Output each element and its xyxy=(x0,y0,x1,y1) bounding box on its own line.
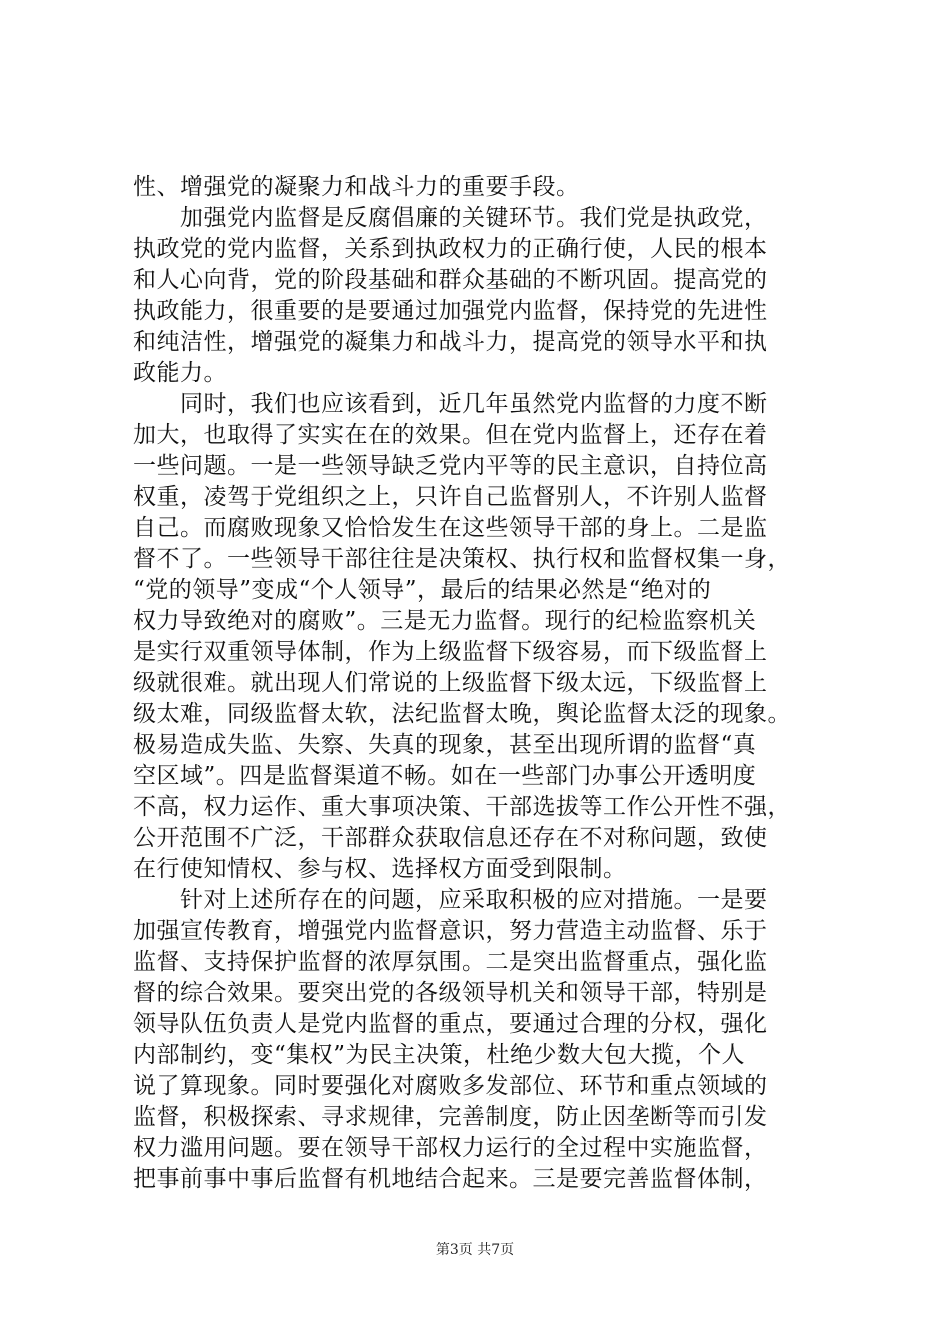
text-line: 执政党的党内监督，关系到执政权力的正确行使，人民的根本 xyxy=(133,236,768,262)
text-line: 监督，积极探索、寻求规律，完善制度，防止因垄断等而引发 xyxy=(133,1104,768,1130)
page-footer xyxy=(0,1240,950,1260)
text-line: 性、增强党的凝聚力和战斗力的重要手段。 xyxy=(133,174,580,200)
text-line: 同时，我们也应该看到，近几年虽然党内监督的力度不断 xyxy=(180,391,768,417)
text-line: 执政能力，很重要的是要通过加强党内监督，保持党的先进性 xyxy=(133,298,768,324)
text-line: 不高，权力运作、重大事项决策、干部选拔等工作公开性不强， xyxy=(133,794,791,820)
text-line: 公开范围不广泛，干部群众获取信息还存在不对称问题，致使 xyxy=(133,825,768,851)
text-line: 和纯洁性，增强党的凝集力和战斗力，提高党的领导水平和执 xyxy=(133,329,768,355)
text-line: 级太难，同级监督太软，法纪监督太晚，舆论监督太泛的现象。 xyxy=(133,701,791,727)
text-line: 针对上述所存在的问题，应采取积极的应对措施。一是要 xyxy=(180,887,768,913)
text-line: 说了算现象。同时要强化对腐败多发部位、环节和重点领域的 xyxy=(133,1073,768,1099)
text-line: 级就很难。就出现人们常说的上级监督下级太远，下级监督上 xyxy=(133,670,768,696)
text-line: 加强党内监督是反腐倡廉的关键环节。我们党是执政党， xyxy=(180,205,768,231)
text-line: 督不了。一些领导干部往往是决策权、执行权和监督权集一身， xyxy=(133,546,791,572)
text-line: 一些问题。一是一些领导缺乏党内平等的民主意识，自持位高 xyxy=(133,453,768,479)
text-line: 权力滥用问题。要在领导干部权力运行的全过程中实施监督， xyxy=(133,1135,768,1161)
text-line: 空区域”。四是监督渠道不畅。如在一些部门办事公开透明度 xyxy=(133,763,757,789)
text-line: 和人心向背，党的阶段基础和群众基础的不断巩固。提高党的 xyxy=(133,267,768,293)
text-line: 把事前事中事后监督有机地结合起来。三是要完善监督体制， xyxy=(133,1166,768,1192)
text-line: 在行使知情权、参与权、选择权方面受到限制。 xyxy=(133,856,627,882)
text-line: 督的综合效果。要突出党的各级领导机关和领导干部，特别是 xyxy=(133,980,768,1006)
text-line: 政能力。 xyxy=(133,360,227,386)
text-line: 极易造成失监、失察、失真的现象，甚至出现所谓的监督“真 xyxy=(133,732,757,758)
text-line: 权重，凌驾于党组织之上，只许自己监督别人，不许别人监督 xyxy=(133,484,768,510)
text-line: 是实行双重领导体制，作为上级监督下级容易，而下级监督上 xyxy=(133,639,768,665)
text-line: 自己。而腐败现象又恰恰发生在这些领导干部的身上。二是监 xyxy=(133,515,768,541)
text-line: 内部制约，变“集权”为民主决策，杜绝少数大包大揽，个人 xyxy=(133,1042,746,1068)
text-line: 加大，也取得了实实在在的效果。但在党内监督上，还存在着 xyxy=(133,422,768,448)
body-text xyxy=(133,172,833,1195)
page-number-label: 第3页 共7页 xyxy=(435,1242,515,1258)
text-line: 权力导致绝对的腐败”。三是无力监督。现行的纪检监察机关 xyxy=(133,608,757,634)
text-line: 监督、支持保护监督的浓厚氛围。二是突出监督重点，强化监 xyxy=(133,949,768,975)
text-line: 领导队伍负责人是党内监督的重点，要通过合理的分权，强化 xyxy=(133,1011,768,1037)
text-line: “党的领导”变成“个人领导”，最后的结果必然是“绝对的 xyxy=(133,577,712,603)
text-line: 加强宣传教育，增强党内监督意识，努力营造主动监督、乐于 xyxy=(133,918,768,944)
